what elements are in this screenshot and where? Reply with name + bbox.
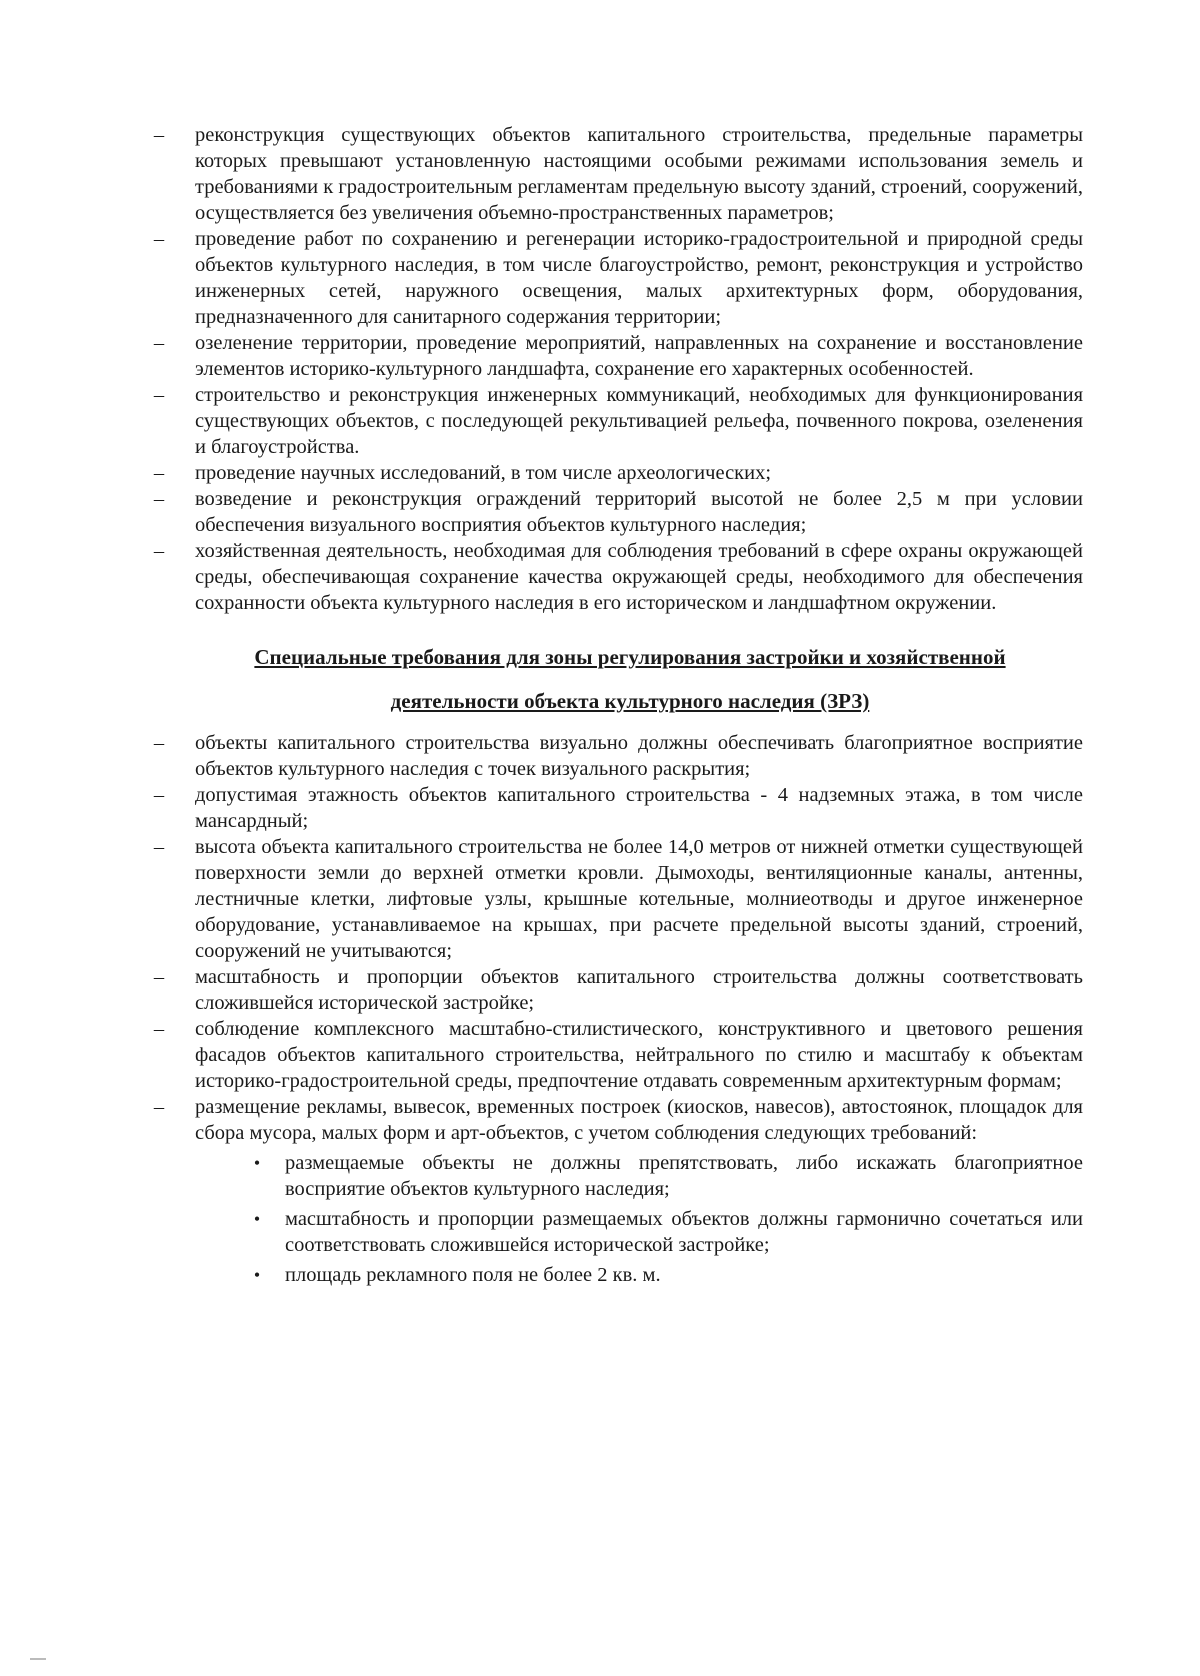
sublist-item-text: размещаемые объекты не должны препятствовать, либо искажать благоприятное восприятие объектов культурного наследия; [285,1152,1083,1200]
dash-marker: – [153,732,165,754]
dash-marker: – [153,124,165,146]
list-item [147,122,1083,226]
list-item [147,782,1083,834]
sublist-item [195,1262,1083,1288]
list-item [147,330,1083,382]
sublist-item [195,1206,1083,1258]
list-item-text: озеленение территории, проведение мероприятий, направленных на сохранение и восстановление элементов историко-культурного ландшафта, сохранение его характерных особенностей. [195,332,1083,380]
list-item [147,538,1083,616]
dash-marker: – [153,462,165,484]
dash-marker: – [153,784,165,806]
advertising-requirements-sublist [195,1150,1083,1288]
dash-marker: – [153,836,165,858]
list-item-text: размещение рекламы, вывесок, временных построек (киосков, навесов), автостоянок, площадок для сбора мусора, малых форм и арт-объектов, с учетом соблюдения следующих требований: [195,1096,1083,1144]
dash-marker: – [153,384,165,406]
dash-marker: – [153,966,165,988]
list-item [147,1094,1083,1288]
allowed-works-list [147,122,1083,616]
list-item [147,834,1083,964]
list-item [147,486,1083,538]
list-item-text: реконструкция существующих объектов капитального строительства, предельные параметры которых превышают установленную настоящими особыми режимами использования земель и требованиями к градостроительным регламентам предельную высоту зданий, строений, сооружений, осуществляется без увеличения объемно-пространственных параметров; [195,124,1083,224]
list-item-text: проведение работ по сохранению и регенерации историко-градостроительной и природной среды объектов культурного наследия, в том числе благоустройство, ремонт, реконструкция и устройство инженерных сетей, наружного освещения, малых архитектурных форм, оборудования, предназначенного для санитарного содержания территории; [195,228,1083,328]
bullet-marker: • [253,1265,261,1285]
bullet-marker: • [253,1153,261,1173]
dash-marker: – [153,1096,165,1118]
sublist-item-text: площадь рекламного поля не более 2 кв. м. [285,1264,661,1286]
section-heading-line-2: деятельности объекта культурного наследия (ЗРЗ) [390,689,870,713]
list-item-text: высота объекта капитального строительства не более 14,0 метров от нижней отметки существующей поверхности земли до верхней отметки кровли. Дымоходы, вентиляционные каналы, антенны, лестничные клетки, лифтовые узлы, крышные котельные, молниеотводы и другое инженерное оборудование, устанавливаемое на крышах, при расчете предельной высоты зданий, строений, сооружений не учитываются; [195,836,1083,962]
list-item [147,460,1083,486]
list-item [147,226,1083,330]
dash-marker: – [153,332,165,354]
list-item-text: проведение научных исследований, в том числе археологических; [195,462,772,484]
list-item-text: хозяйственная деятельность, необходимая для соблюдения требований в сфере охраны окружающей среды, обеспечивающая сохранение качества окружающей среды, необходимого для обеспечения сохранности объекта культурного наследия в его историческом и ландшафтном окружении. [195,540,1083,614]
list-item-text: возведение и реконструкция ограждений территорий высотой не более 2,5 м при условии обеспечения визуального восприятия объектов культурного наследия; [195,488,1083,536]
list-item [147,382,1083,460]
list-item-text: соблюдение комплексного масштабно-стилистического, конструктивного и цветового решения фасадов объектов капитального строительства, нейтрального по стилю и масштабу к объектам историко-градостроительной среды, предпочтение отдавать современным архитектурным формам; [195,1018,1083,1092]
dash-marker: – [153,228,165,250]
list-item-text: масштабность и пропорции объектов капитального строительства должны соответствовать сложившейся исторической застройке; [195,966,1083,1014]
dash-marker: – [153,488,165,510]
sublist-item-text: масштабность и пропорции размещаемых объектов должны гармонично сочетаться или соответствовать сложившейся исторической застройке; [285,1208,1083,1256]
list-item [147,730,1083,782]
list-item [147,964,1083,1016]
scan-artifact-mark [30,1658,46,1660]
list-item-text: объекты капитального строительства визуально должны обеспечивать благоприятное восприятие объектов культурного наследия с точек визуального раскрытия; [195,732,1083,780]
list-item-text: строительство и реконструкция инженерных коммуникаций, необходимых для функционирования существующих объектов, с последующей рекультивацией рельефа, почвенного покрова, озеленения и благоустройства. [195,384,1083,458]
section-heading-line-1: Специальные требования для зоны регулирования застройки и хозяйственной [254,645,1006,669]
sublist-item [195,1150,1083,1202]
bullet-marker: • [253,1209,261,1229]
list-item [147,1016,1083,1094]
zrz-requirements-list [147,730,1083,1288]
list-item-text: допустимая этажность объектов капитального строительства - 4 надземных этажа, в том числе мансардный; [195,784,1083,832]
dash-marker: – [153,540,165,562]
dash-marker: – [153,1018,165,1040]
